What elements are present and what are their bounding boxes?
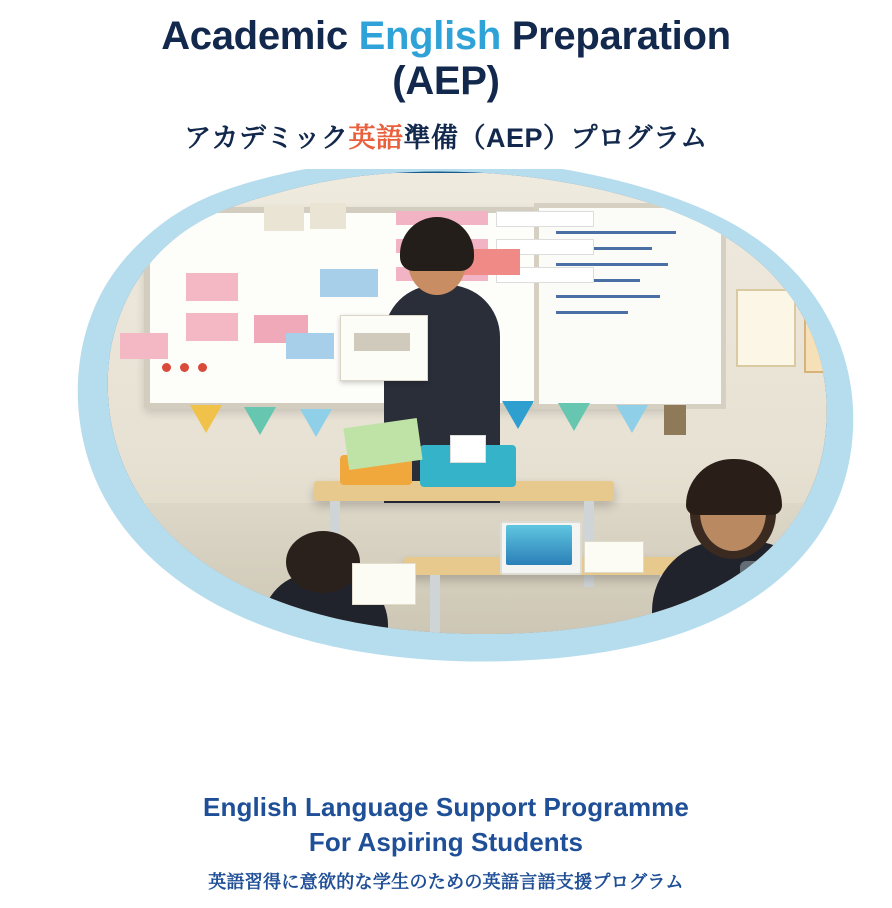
- title-jp-part2: 準備（AEP）プログラム: [403, 122, 708, 153]
- page-title: [0, 14, 892, 104]
- title-en-part1: Academic: [161, 14, 359, 58]
- poster-footer: [0, 790, 892, 894]
- title-jp-part1: アカデミック: [184, 122, 349, 153]
- subtitle-english-line1: English Language Support Programme: [203, 791, 689, 822]
- subtitle-english-line2: For Aspiring Students: [308, 826, 584, 857]
- subtitle-japanese: 英語習得に意欲的な学生のための英語言語支援プログラム: [208, 872, 684, 892]
- title-en-accent: English: [358, 14, 501, 58]
- title-en-part2: Preparation: [500, 14, 731, 58]
- hero-image-container: [0, 169, 892, 689]
- subtitle-english: [0, 790, 892, 860]
- title-en-line2: (AEP): [392, 58, 500, 103]
- title-jp-accent: 英語: [348, 122, 404, 153]
- blob-decoration: [0, 169, 892, 689]
- poster-header: [0, 0, 892, 155]
- page-title-japanese: [0, 116, 892, 155]
